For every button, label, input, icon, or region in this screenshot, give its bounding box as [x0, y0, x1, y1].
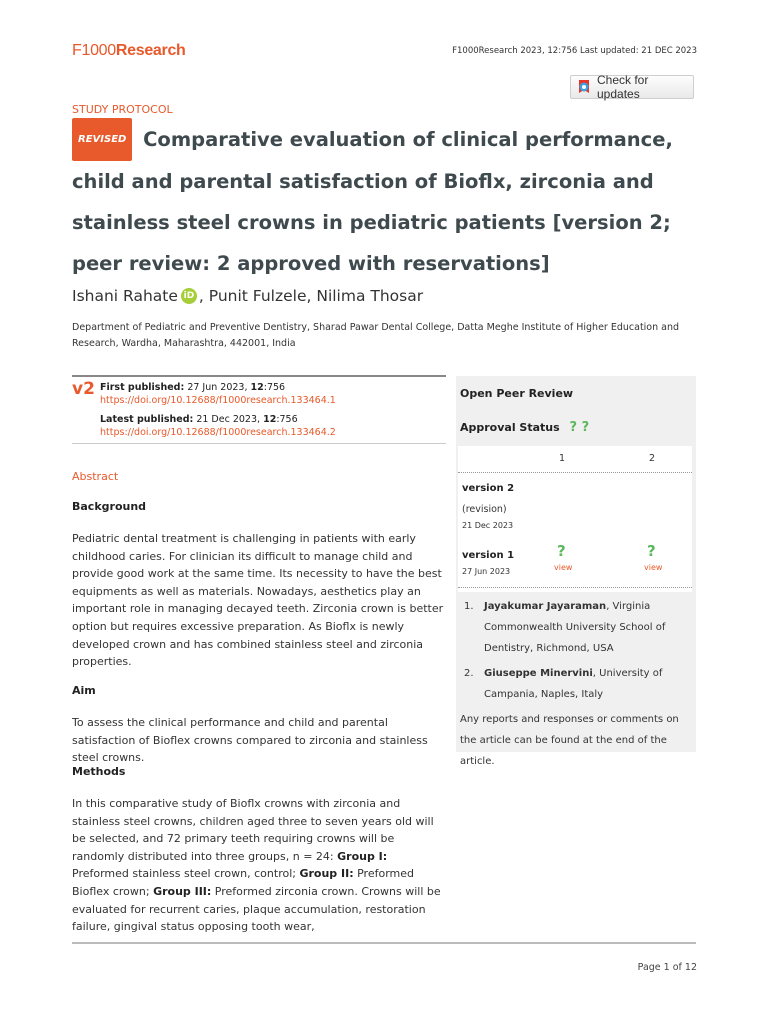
- approval-status-label: Approval Status: [460, 421, 560, 434]
- group-3-text: Preformed zirconia crown. Crowns will be evaluated for recurrent caries, plaque accumulation, restoration failure, gingival status opposing tooth wear,: [72, 884, 441, 934]
- review-status-table: [458, 446, 692, 592]
- check-for-updates-button[interactable]: [570, 75, 694, 99]
- approval-status-icons: ? ?: [569, 420, 590, 435]
- version-1-label: version 1: [462, 550, 515, 561]
- peer-review-note: Any reports and responses or comments on the article can be found at the end of the article.: [460, 714, 679, 767]
- reviewer-2: [460, 663, 692, 705]
- affiliation: Department of Pediatric and Preventive Dentistry, Sharad Pawar Dental College, Datta Meghe Institute of Higher Education and Research, Wardha, Maharashtra, 442001, India: [72, 322, 680, 349]
- first-published-page: :756: [263, 382, 286, 393]
- article-title: [72, 118, 702, 284]
- reviewer-1-number: 1.: [464, 601, 474, 612]
- aim-text: To assess the clinical performance and child and parental satisfaction of Bioflex crowns compared to zirconia and stainless steel crowns.: [72, 716, 428, 765]
- group-2-label: Group II:: [299, 867, 354, 881]
- version-note: [version 2; peer review: 2 approved with reservations]: [72, 211, 671, 275]
- group-2-text: Preformed Bioflex crown;: [72, 867, 414, 898]
- background-text: Pediatric dental treatment is challenging in patients with early childhood caries. For clinician its difficult to manage child and provide good work at the same time. Its necessity to have the best equipments as well as materials. Nowadays, aesthetics play an important role in managing decayed teeth. Zirconia crown is better option but requires excessive preparation. As Bioflx is newly developed crown and has combined stainless steel and zirconia properties.: [72, 532, 444, 669]
- peer-review-panel: [456, 376, 696, 767]
- page-number: Page 1 of 12: [637, 962, 697, 973]
- methods-intro: In this comparative study of Bioflx crowns with zirconia and stainless steel crowns, children aged three to seven years old will be selected, and 72 primary teeth requiring crowns will be randomly distributed into three groups, n = 24:: [72, 797, 434, 863]
- background-heading: Background: [72, 500, 147, 513]
- article-type: STUDY PROTOCOL: [72, 103, 173, 116]
- latest-published-label: Latest published:: [100, 414, 194, 425]
- latest-doi-link[interactable]: https://doi.org/10.12688/f1000research.133464.2: [100, 427, 336, 438]
- logo-research: Research: [115, 42, 186, 59]
- divider-top: [72, 375, 446, 377]
- divider-bottom: [72, 443, 446, 444]
- title-text: Comparative evaluation of clinical performance, child and parental satisfaction of Bioflx, zirconia and stainless steel crowns in pediatric patients: [72, 128, 673, 234]
- reviewer-column-2: 2: [649, 453, 656, 464]
- latest-published-date: 21 Dec 2023,: [196, 414, 261, 425]
- author-list: [72, 287, 423, 305]
- latest-published-volume: 12: [263, 414, 277, 425]
- version-1-date: 27 Jun 2023: [462, 567, 511, 576]
- f1000research-logo[interactable]: [72, 42, 186, 60]
- latest-published: [100, 413, 336, 439]
- check-for-updates-label: Check for updates: [597, 73, 649, 101]
- version-2-note: (revision): [462, 504, 507, 515]
- first-published-date: 27 Jun 2023,: [187, 382, 248, 393]
- table-divider: [458, 587, 692, 588]
- reviewer-2-number: 2.: [464, 668, 474, 679]
- revised-badge: REVISED: [72, 118, 132, 161]
- author-1[interactable]: Ishani Rahate: [72, 287, 178, 305]
- table-divider: [458, 472, 692, 473]
- methods-heading: Methods: [72, 765, 126, 778]
- reviewer-column-1: 1: [559, 453, 566, 464]
- group-1-text: Preformed stainless steel crown, control;: [72, 867, 300, 881]
- reviewer-2-affiliation: , University of Campania, Naples, Italy: [484, 668, 663, 700]
- reviewer-1: [460, 596, 692, 659]
- reviewer-list: [460, 596, 692, 772]
- version-label: v2: [72, 379, 95, 399]
- approval-status: [460, 420, 589, 435]
- first-doi-link[interactable]: https://doi.org/10.12688/f1000research.133464.1: [100, 395, 336, 406]
- question-icon: ?: [557, 542, 566, 560]
- orcid-icon[interactable]: iD: [181, 288, 197, 304]
- reviewer-1-name[interactable]: Jayakumar Jayaraman: [484, 601, 607, 612]
- peer-review-title: Open Peer Review: [460, 387, 574, 400]
- reviewer-2-name[interactable]: Giuseppe Minervini: [484, 668, 593, 679]
- reviewer-1-affiliation: , Virginia Commonwealth University School of Dentistry, Richmond, USA: [484, 601, 666, 654]
- abstract-heading: Abstract: [72, 470, 119, 483]
- group-1-label: Group I:: [337, 849, 388, 863]
- aim-heading: Aim: [72, 684, 96, 697]
- version-2-date: 21 Dec 2023: [462, 521, 514, 530]
- first-published-label: First published:: [100, 382, 185, 393]
- first-published: [100, 381, 336, 407]
- latest-published-page: :756: [276, 414, 298, 425]
- other-authors: , Punit Fulzele, Nilima Thosar: [198, 287, 424, 305]
- group-3-label: Group III:: [153, 884, 212, 898]
- view-report-1-link[interactable]: view: [554, 563, 573, 572]
- version-2-label: version 2: [462, 483, 515, 494]
- question-icon: ?: [647, 542, 656, 560]
- logo-f1000: F1000: [72, 42, 116, 59]
- view-report-2-link[interactable]: view: [644, 563, 663, 572]
- first-published-volume: 12: [250, 382, 264, 393]
- methods-text: [72, 795, 446, 936]
- header-meta: F1000Research 2023, 12:756 Last updated: 21 DEC 2023: [452, 46, 697, 56]
- footer-divider: [72, 942, 696, 944]
- crossmark-icon: [577, 79, 591, 95]
